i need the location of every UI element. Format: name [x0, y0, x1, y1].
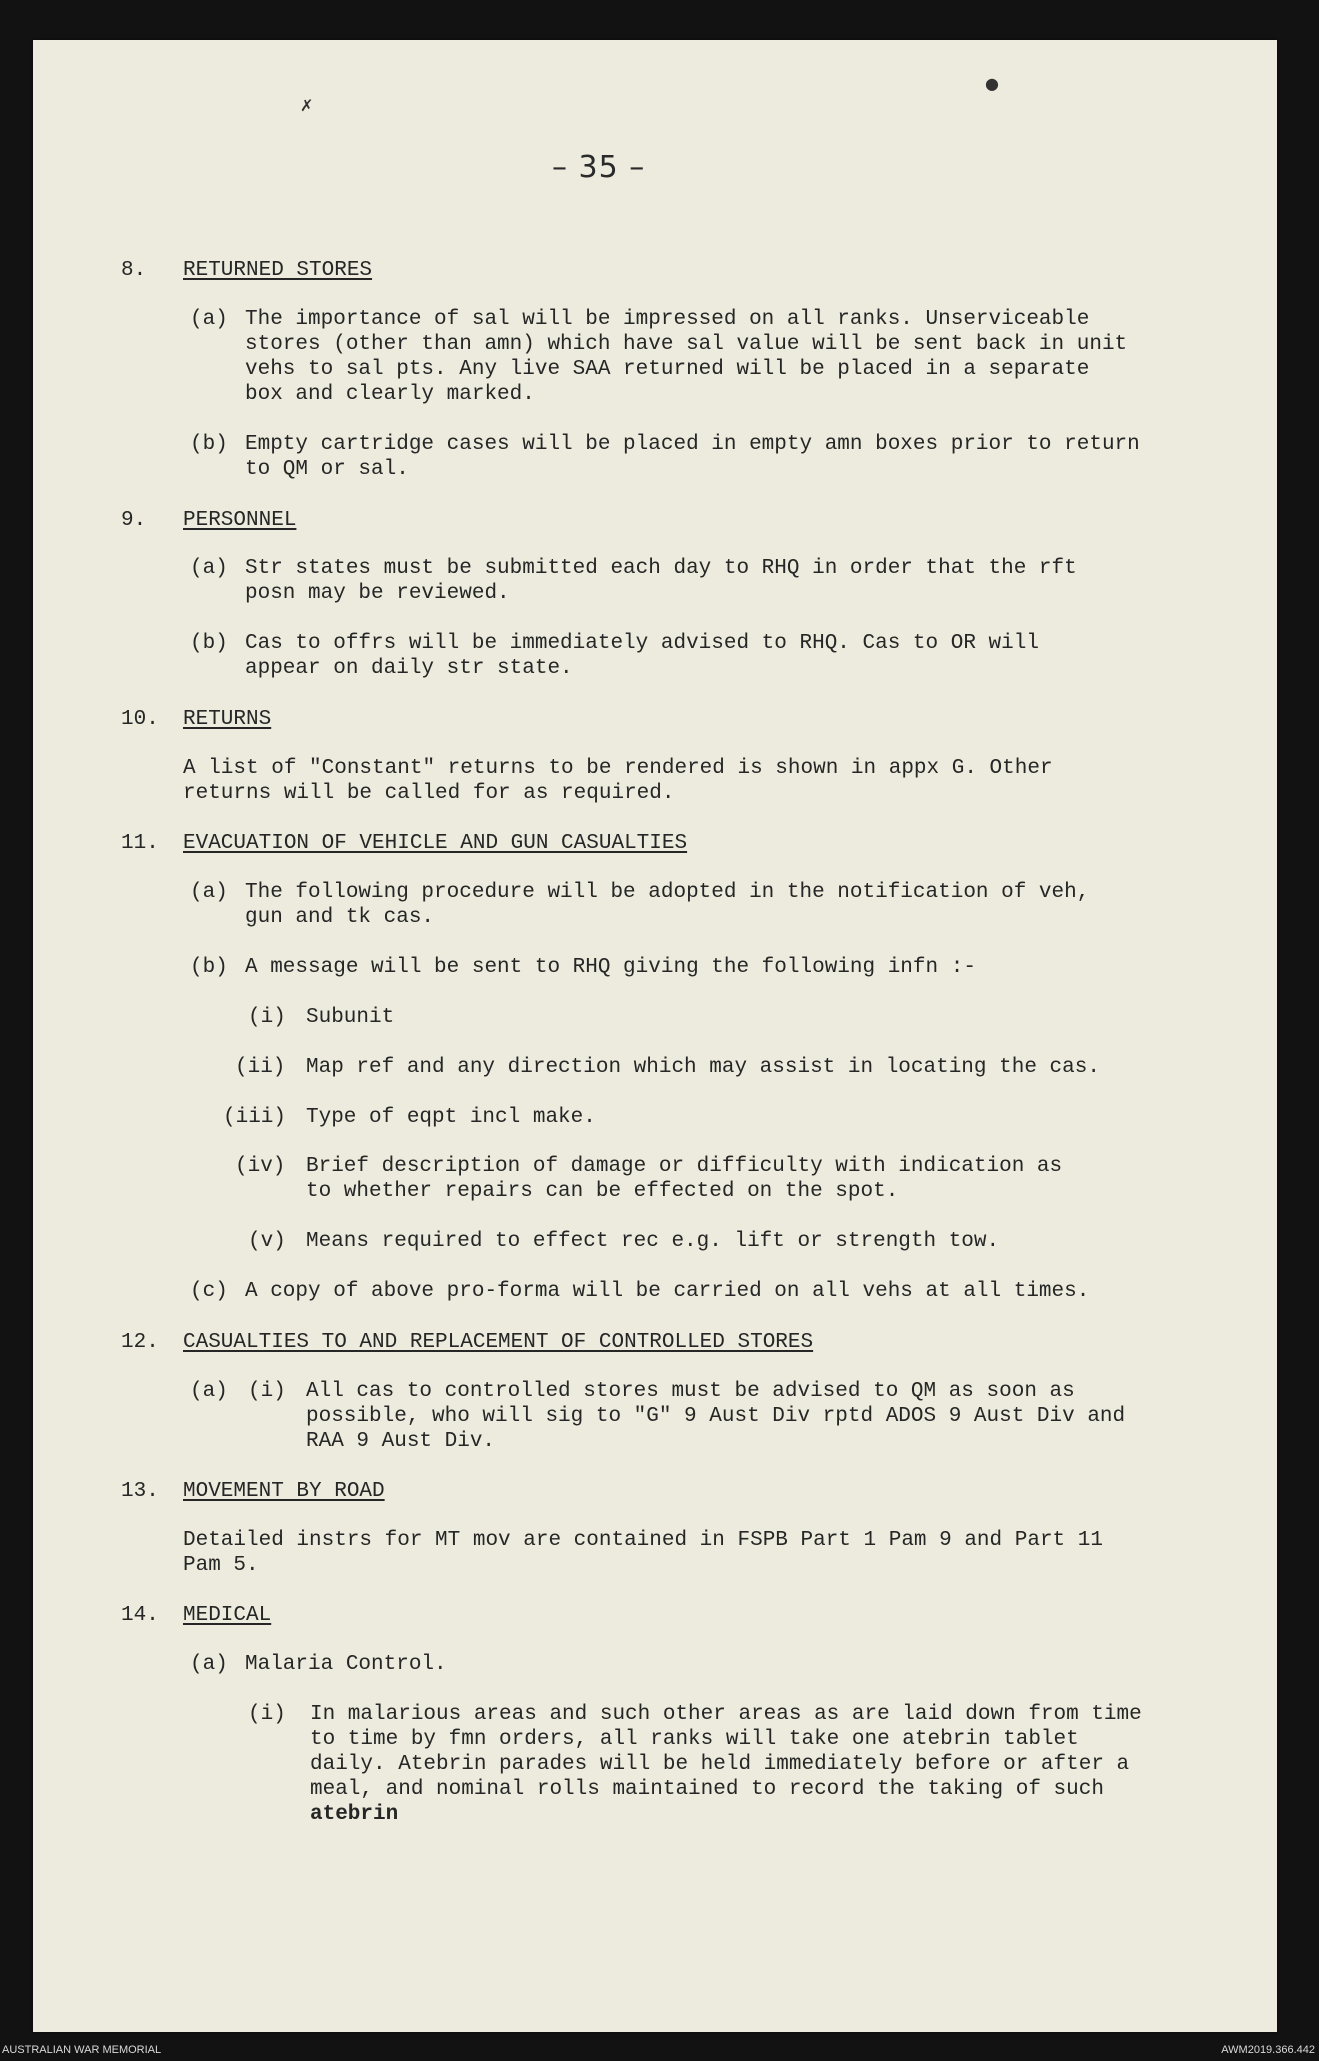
item-label: (c) [190, 1280, 228, 1303]
paragraph-line: vehs to sal pts. Any live SAA returned will be placed in a separate [245, 358, 1090, 381]
section-number: 13. [121, 1480, 159, 1503]
section-number: 9. [121, 509, 147, 532]
subitem-text: daily. Atebrin parades will be held immediately before or after a [310, 1753, 1130, 1776]
paragraph-line: stores (other than amn) which have sal value will be sent back in unit [245, 333, 1128, 356]
subitem-text: atebrin [310, 1803, 399, 1826]
paragraph-line: to QM or sal. [245, 458, 409, 481]
item-label: (a) [190, 881, 228, 904]
subitem-text: All cas to controlled stores must be advised to QM as soon as [306, 1380, 1075, 1403]
section-heading: RETURNS [183, 708, 272, 731]
subitem-text: RAA 9 Aust Div. [306, 1430, 496, 1453]
subitem-text: to time by fmn orders, all ranks will take one atebrin tablet [310, 1728, 1079, 1751]
section-number: 8. [121, 259, 147, 282]
subitem-text: Brief description of damage or difficulty with indication as [306, 1155, 1063, 1178]
paragraph-line: A list of "Constant" returns to be rendered is shown in appx G. Other [183, 757, 1053, 780]
subitem-text: to whether repairs can be effected on the spot. [306, 1180, 899, 1203]
footer-accession: AWM2019.366.442 [1221, 2044, 1315, 2056]
paragraph-line: Empty cartridge cases will be placed in empty amn boxes prior to return [245, 433, 1140, 456]
subitem-label: (iii) [223, 1106, 287, 1129]
subitem-label: (ii) [235, 1056, 286, 1079]
section-heading: CASUALTIES TO AND REPLACEMENT OF CONTROLLED STORES [183, 1331, 814, 1354]
subitem-text: possible, who will sig to "G" 9 Aust Div rptd ADOS 9 Aust Div and [306, 1405, 1126, 1428]
punch-mark: ✗ [300, 96, 314, 115]
item-label: (a) [190, 308, 228, 331]
section-heading: EVACUATION OF VEHICLE AND GUN CASUALTIES [183, 832, 688, 855]
paragraph-line: posn may be reviewed. [245, 582, 510, 605]
item-label: (b) [190, 632, 228, 655]
paragraph-line: Pam 5. [183, 1554, 259, 1577]
paragraph-line: Malaria Control. [245, 1653, 447, 1676]
item-label: (b) [190, 433, 228, 456]
paragraph-line: The following procedure will be adopted in the notification of veh, [245, 881, 1090, 904]
item-label: (b) [190, 956, 228, 979]
punch-mark: ● [985, 74, 999, 93]
paragraph-line: returns will be called for as required. [183, 782, 675, 805]
subitem-label: (iv) [235, 1155, 286, 1178]
subitem-text: Subunit [306, 1006, 395, 1029]
item-label: (a) [190, 557, 228, 580]
section-number: 12. [121, 1331, 159, 1354]
subitem-text: In malarious areas and such other areas as are laid down from time [310, 1703, 1142, 1726]
section-number: 11. [121, 832, 159, 855]
subitem-text: Means required to effect rec e.g. lift or strength tow. [306, 1230, 1000, 1253]
subitem-text: meal, and nominal rolls maintained to record the taking of such [310, 1778, 1104, 1801]
section-number: 14. [121, 1604, 159, 1627]
paragraph-line: gun and tk cas. [245, 906, 435, 929]
subitem-label: (i) [248, 1380, 286, 1403]
section-heading: RETURNED STORES [183, 259, 373, 282]
section-heading: MEDICAL [183, 1604, 272, 1627]
paragraph-line: box and clearly marked. [245, 383, 535, 406]
section-heading: MOVEMENT BY ROAD [183, 1480, 385, 1503]
section-heading: PERSONNEL [183, 509, 297, 532]
paragraph-line: A message will be sent to RHQ giving the following infn :- [245, 956, 976, 979]
paragraph-line: Str states must be submitted each day to RHQ in order that the rft [245, 557, 1077, 580]
paragraph-line: Detailed instrs for MT mov are contained in FSPB Part 1 Pam 9 and Part 11 [183, 1529, 1103, 1552]
item-label: (a) [190, 1653, 228, 1676]
paragraph-line: The importance of sal will be impressed on all ranks. Unserviceable [245, 308, 1090, 331]
section-number: 10. [121, 708, 159, 731]
page-number: – 35 – [552, 150, 646, 185]
subitem-label: (i) [248, 1703, 286, 1726]
item-label: (a) [190, 1380, 228, 1403]
subitem-label: (i) [248, 1006, 286, 1029]
paragraph-line: A copy of above pro-forma will be carried on all vehs at all times. [245, 1280, 1090, 1303]
paragraph-line: appear on daily str state. [245, 657, 573, 680]
subitem-text: Type of eqpt incl make. [306, 1106, 596, 1129]
subitem-text: Map ref and any direction which may assist in locating the cas. [306, 1056, 1100, 1079]
footer-credit: AUSTRALIAN WAR MEMORIAL [2, 2044, 162, 2056]
paragraph-line: Cas to offrs will be immediately advised to RHQ. Cas to OR will [245, 632, 1039, 655]
subitem-label: (v) [248, 1230, 286, 1253]
